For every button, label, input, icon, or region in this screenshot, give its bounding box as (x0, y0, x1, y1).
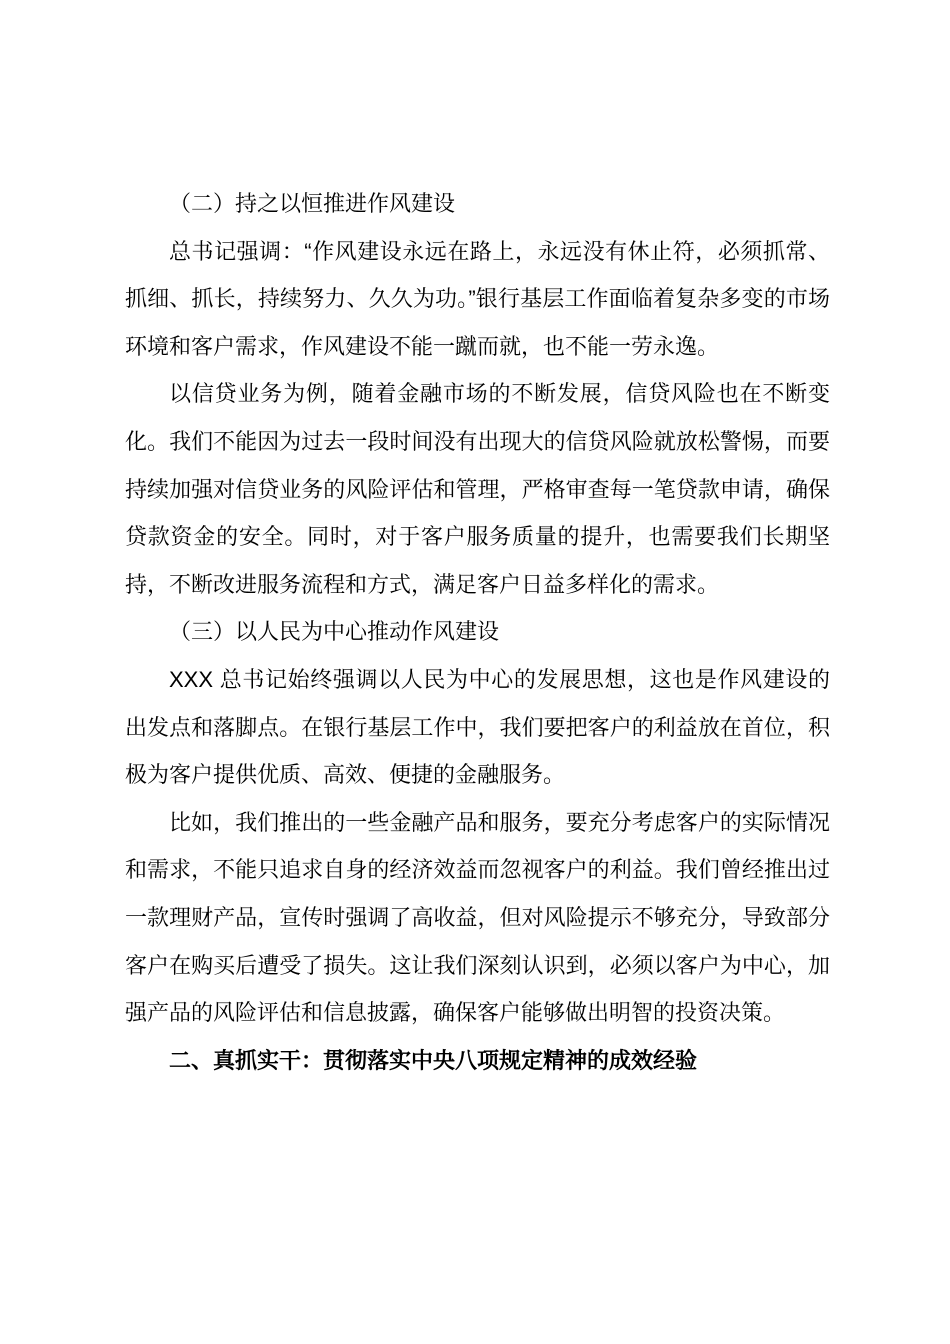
section-subheading-3: （三）以人民为中心推动作风建设 (169, 619, 500, 645)
document-body (125, 180, 830, 1084)
section-heading-main-2: 二、真抓实干：贯彻落实中央八项规定精神的成效经验 (169, 1047, 698, 1073)
section-subheading-2: （二）持之以恒推进作风建设 (169, 191, 456, 216)
paragraph-financial-product-example: 比如，我们推出的一些金融产品和服务，要充分考虑客户的实际情况和需求，不能只追求自身的经济效益而忽视客户的利益。我们曾经推出过一款理财产品，宣传时强调了高收益，但对风险提示不够充分，导致部分客户在购买后遭受了损失。这让我们深刻认识到，必须以客户为中心，加强产品的风险评估和信息披露，确保客户能够做出明智的投资决策。 (125, 809, 830, 1026)
paragraph-credit-business-example: 以信贷业务为例，随着金融市场的不断发展，信贷风险也在不断变化。我们不能因为过去一段时间没有出现大的信贷风险就放松警惕，而要持续加强对信贷业务的风险评估和管理，严格审查每一笔贷款申请，确保贷款资金的安全。同时，对于客户服务质量的提升，也需要我们长期坚持，不断改进服务流程和方式，满足客户日益多样化的需求。 (125, 381, 830, 597)
paragraph-people-centered: XXX 总书记始终强调以人民为中心的发展思想，这也是作风建设的出发点和落脚点。在银行基层工作中，我们要把客户的利益放在首位，积极为客户提供优质、高效、便捷的金融服务。 (125, 666, 830, 788)
paragraph-work-style-quote: 总书记强调：“作风建设永远在路上，永远没有休止符，必须抓常、抓细、抓长，持续努力、久久为功。”银行基层工作面临着复杂多变的市场环境和客户需求，作风建设不能一蹴而就，也不能一劳永逸。 (125, 238, 830, 359)
